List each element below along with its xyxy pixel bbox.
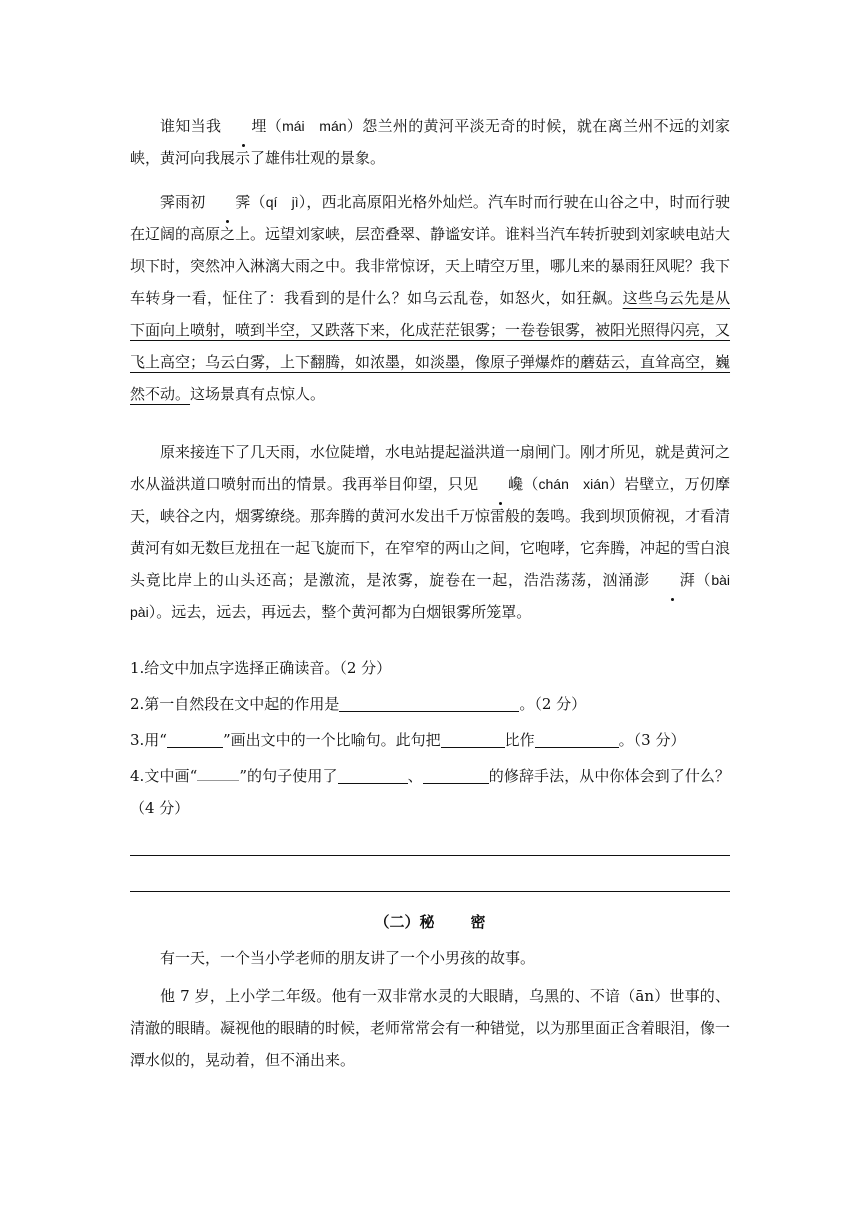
text: ）。远去，远去，再远去，整个黄河都为白烟银雾所笼罩。 — [148, 603, 532, 621]
dotted-char: 霁 — [205, 186, 250, 218]
answer-line[interactable] — [130, 891, 730, 892]
question-4 — [130, 760, 730, 824]
question-text: ”的句子使用了 — [239, 767, 338, 785]
answer-blank[interactable] — [423, 767, 489, 784]
section-title — [130, 906, 730, 938]
section-title-part: 密 — [470, 913, 486, 931]
question-text: 的修辞手法，从中你体会到了什么？（4 分） — [130, 767, 730, 817]
text: 原来接连下了几天雨，水位陡增，水电站提起溢洪道一扇闸门。刚才所见，就是黄河之水从溢洪道口喷射而出的情景。我再举目仰望，只见 — [130, 443, 731, 493]
section2-paragraph-1 — [130, 942, 730, 974]
question-text: 4.文中画“ — [130, 767, 198, 785]
underlined-sentence: 这些乌云先是从下面向上喷射，喷到半空，又跌落下来，化成茫茫银雾；一卷卷银雾，被阳光照得闪亮，又飞上高空；乌云白雾，上下翻腾，如浓墨，如淡墨，像原子弹爆炸的蘑菇云，直耸高空，巍然不动。 — [130, 289, 731, 403]
question-text: 、 — [407, 767, 423, 785]
question-1 — [130, 652, 730, 684]
question-text: 2.第一自然段在文中起的作用是 — [130, 695, 340, 713]
question-text: 。（2 分） — [519, 695, 587, 713]
section2-paragraph-2 — [130, 980, 730, 1076]
question-text: 3.用“ — [130, 731, 167, 749]
pinyin-options: qí jì — [265, 194, 299, 210]
text: （ — [694, 571, 712, 589]
question-text: ”画出文中的一个比喻句。此句把 — [222, 731, 441, 749]
answer-blank[interactable] — [441, 731, 505, 748]
pinyin-options: chán xián — [538, 476, 609, 492]
text: 有一天，一个当小学老师的朋友讲了一个小男孩的故事。 — [160, 949, 536, 967]
text: （ — [523, 475, 539, 493]
text: ）怨兰州的黄河平淡无奇的时候，就在离兰州不远的刘家峡，黄河向我展示了雄伟壮观的景象。 — [130, 117, 730, 167]
paragraph-2 — [130, 186, 730, 410]
section-title-part: （二）秘 — [374, 913, 435, 931]
question-3 — [130, 724, 730, 756]
question-2 — [130, 688, 730, 720]
text: （ — [266, 117, 283, 135]
text: 霁雨初 — [160, 193, 206, 211]
paragraph-1 — [130, 110, 730, 174]
pinyin-options: mái mán — [282, 118, 347, 134]
text: ），西北高原阳光格外灿烂。汽车时而行驶在山谷之中，时而行驶在辽阔的高原之上。远望刘家峡，层峦叠翠、静谧安详。谁料当汽车转折驶到刘家峡电站大坝下时，突然冲入淋漓大雨之中。我非常惊讶，天上晴空万里，哪儿来的暴雨狂风呢？我下车转身一看，怔住了：我看到的是什么？如乌云乱卷，如怒火，如狂飙。 — [130, 193, 731, 307]
answer-line[interactable] — [130, 855, 730, 856]
text: ）岩壁立，万仞摩天，峡谷之内，烟雾缭绕。那奔腾的黄河水发出千万惊雷般的轰鸣。我到坝顶俯视，才看清黄河有如无数巨龙扭在一起飞旋而下，在窄窄的两山之间，它咆哮，它奔腾，冲起的雪白浪头竟比岸上的山头还高；是激流，是浓雾，旋卷在一起，浩浩荡荡，汹涌澎 — [130, 475, 731, 589]
question-text: 。（3 分） — [618, 731, 686, 749]
dashed-marker — [197, 766, 239, 781]
text: 谁知当我 — [160, 117, 222, 135]
text: （ — [250, 193, 266, 211]
answer-blank[interactable] — [338, 767, 408, 784]
question-text: 比作 — [504, 731, 535, 749]
dotted-char: 埋 — [221, 110, 266, 142]
answer-blank[interactable] — [339, 695, 519, 712]
answer-blank[interactable] — [167, 731, 223, 748]
paragraph-3 — [130, 436, 744, 628]
pinyin-options: bài pài — [130, 572, 744, 620]
dotted-char: 巉 — [478, 468, 523, 500]
text: 这场景真有点惊人。 — [190, 385, 326, 403]
text: 他 7 岁，上小学二年级。他有一双非常水灵的大眼睛，乌黑的、不谙（ān）世事的、清澈的眼睛。凝视他的眼睛的时候，老师常常会有一种错觉，以为那里面正含着眼泪，像一潭水似的，晃动着，但不涌出来。 — [130, 987, 731, 1069]
question-text: 1.给文中加点字选择正确读音。（2 分） — [130, 659, 392, 677]
answer-blank[interactable] — [535, 731, 619, 748]
dotted-char: 湃 — [650, 564, 695, 596]
